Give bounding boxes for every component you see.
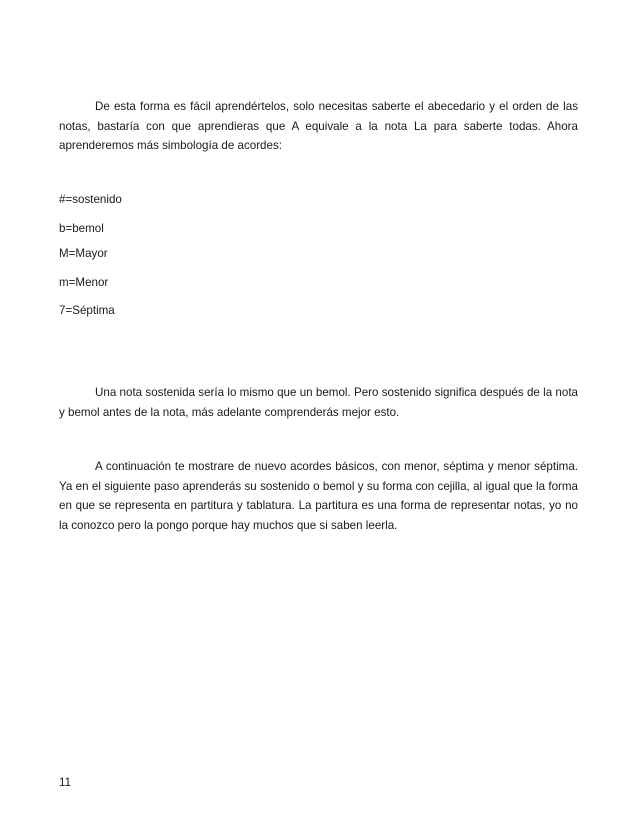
symbol-menor: m=Menor xyxy=(59,276,109,289)
paragraph-intro xyxy=(59,97,578,156)
symbol-sostenido: #=sostenido xyxy=(59,193,122,206)
page-number: 11 xyxy=(59,776,72,789)
paragraph-sostenido-bemol-text: Una nota sostenida sería lo mismo que un bemol. Pero sostenido significa después de la nota y bemol antes de la nota, más adelante comprenderás mejor esto. xyxy=(59,386,578,419)
paragraph-continuacion-text: A continuación te mostrare de nuevo acordes básicos, con menor, séptima y menor séptima. Ya en el siguiente paso aprenderás su sostenido o bemol y su forma con cejilla, al igual que la forma en que se representa en partitura y tablatura. La partitura es una forma de representar notas, yo no la conozco pero la pongo porque hay muchos que si saben leerla. xyxy=(59,460,578,532)
paragraph-sostenido-bemol xyxy=(59,383,578,422)
symbol-bemol: b=bemol xyxy=(59,222,104,235)
symbol-septima: 7=Séptima xyxy=(59,304,115,317)
paragraph-intro-text: De esta forma es fácil aprendértelos, solo necesitas saberte el abecedario y el orden de las notas, bastaría con que aprendieras que A equivale a la nota La para saberte todas. Ahora aprenderemos más simbología de acordes: xyxy=(59,100,578,152)
symbol-mayor: M=Mayor xyxy=(59,247,108,260)
paragraph-continuacion xyxy=(59,457,578,535)
